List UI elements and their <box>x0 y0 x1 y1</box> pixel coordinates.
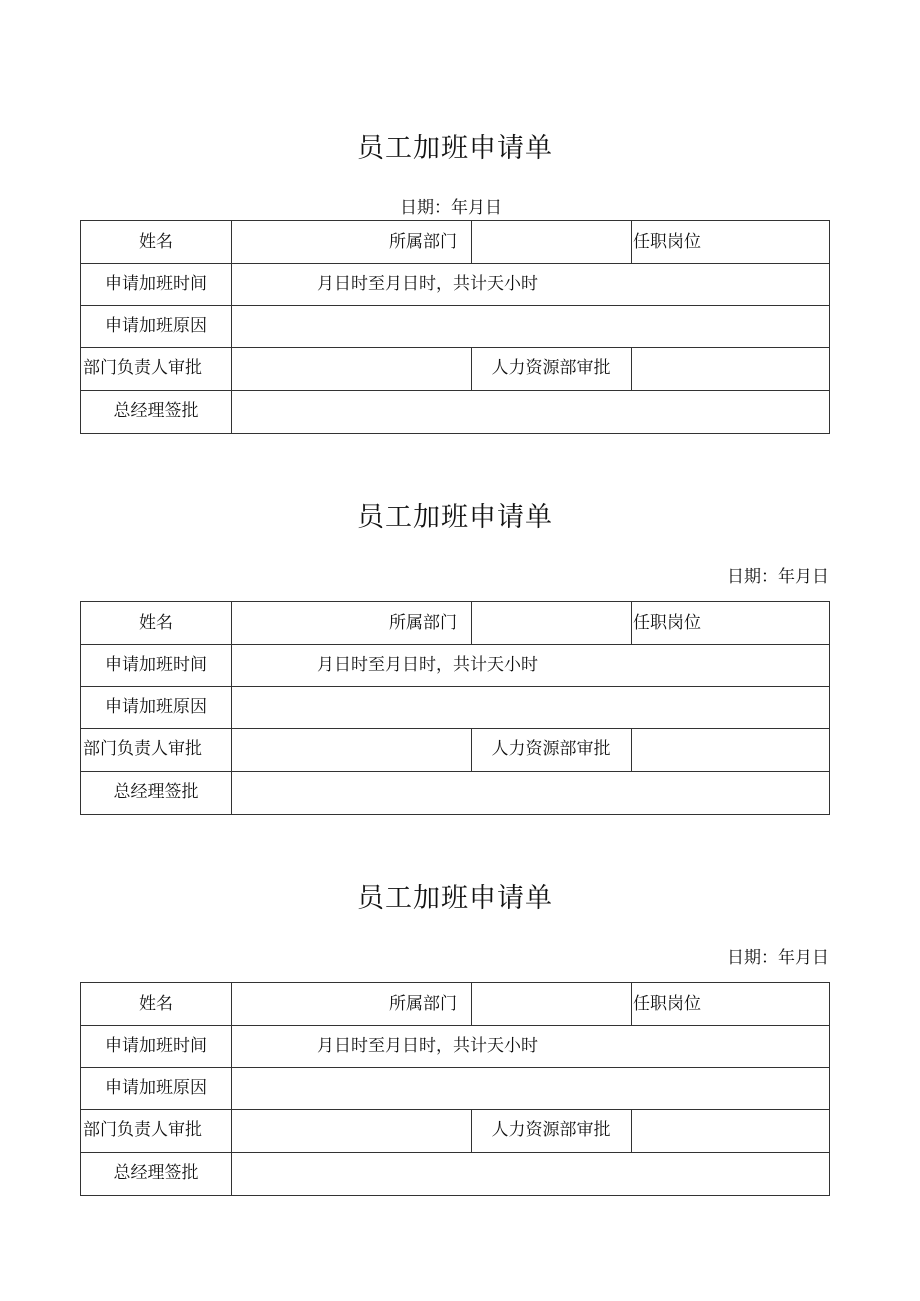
row-divider <box>81 263 829 264</box>
date-line: 日期：年月日 <box>727 948 829 968</box>
row-divider <box>81 305 829 306</box>
col-divider <box>631 1109 632 1152</box>
form-title: 员工加班申请单 <box>357 502 553 533</box>
name-label: 姓名 <box>139 613 173 633</box>
row-divider <box>81 390 829 391</box>
overtime-time-value: 月日时至月日时，共计天小时 <box>317 1036 538 1056</box>
gm-approval-label: 总经理签批 <box>113 782 199 802</box>
col-divider <box>631 221 632 263</box>
position-label: 任职岗位 <box>633 232 701 252</box>
col-divider <box>231 221 232 433</box>
form-title: 员工加班申请单 <box>357 883 553 914</box>
hr-approval-label: 人力资源部审批 <box>491 358 611 378</box>
dept-head-approval-label: 部门负责人审批 <box>83 358 202 378</box>
gm-approval-label: 总经理签批 <box>113 401 199 421</box>
overtime-reason-label: 申请加班原因 <box>105 697 207 717</box>
date-line: 日期：年月日 <box>400 198 502 218</box>
col-divider <box>231 602 232 814</box>
position-label: 任职岗位 <box>633 994 701 1014</box>
name-label: 姓名 <box>139 994 173 1014</box>
col-divider <box>471 221 472 263</box>
overtime-time-label: 申请加班时间 <box>105 274 207 294</box>
dept-label: 所属部门 <box>389 994 457 1014</box>
dept-label: 所属部门 <box>389 613 457 633</box>
row-divider <box>81 1067 829 1068</box>
form-table <box>80 220 830 434</box>
row-divider <box>81 771 829 772</box>
dept-head-approval-label: 部门负责人审批 <box>83 1120 202 1140</box>
row-divider <box>81 1109 829 1110</box>
hr-approval-label: 人力资源部审批 <box>491 739 611 759</box>
row-divider <box>81 728 829 729</box>
col-divider <box>471 602 472 644</box>
hr-approval-label: 人力资源部审批 <box>491 1120 611 1140</box>
dept-label: 所属部门 <box>389 232 457 252</box>
date-line: 日期：年月日 <box>727 567 829 587</box>
form-table <box>80 601 830 815</box>
row-divider <box>81 1152 829 1153</box>
row-divider <box>81 686 829 687</box>
position-label: 任职岗位 <box>633 613 701 633</box>
col-divider <box>631 347 632 390</box>
name-label: 姓名 <box>139 232 173 252</box>
form-title: 员工加班申请单 <box>357 133 553 164</box>
gm-approval-label: 总经理签批 <box>113 1163 199 1183</box>
dept-head-approval-label: 部门负责人审批 <box>83 739 202 759</box>
overtime-time-label: 申请加班时间 <box>105 1036 207 1056</box>
col-divider <box>471 983 472 1025</box>
overtime-reason-label: 申请加班原因 <box>105 1078 207 1098</box>
col-divider <box>631 728 632 771</box>
col-divider <box>231 983 232 1195</box>
row-divider <box>81 644 829 645</box>
row-divider <box>81 347 829 348</box>
col-divider <box>631 983 632 1025</box>
overtime-time-label: 申请加班时间 <box>105 655 207 675</box>
col-divider <box>631 602 632 644</box>
overtime-time-value: 月日时至月日时，共计天小时 <box>317 655 538 675</box>
form-table <box>80 982 830 1196</box>
overtime-reason-label: 申请加班原因 <box>105 316 207 336</box>
overtime-time-value: 月日时至月日时，共计天小时 <box>317 274 538 294</box>
row-divider <box>81 1025 829 1026</box>
